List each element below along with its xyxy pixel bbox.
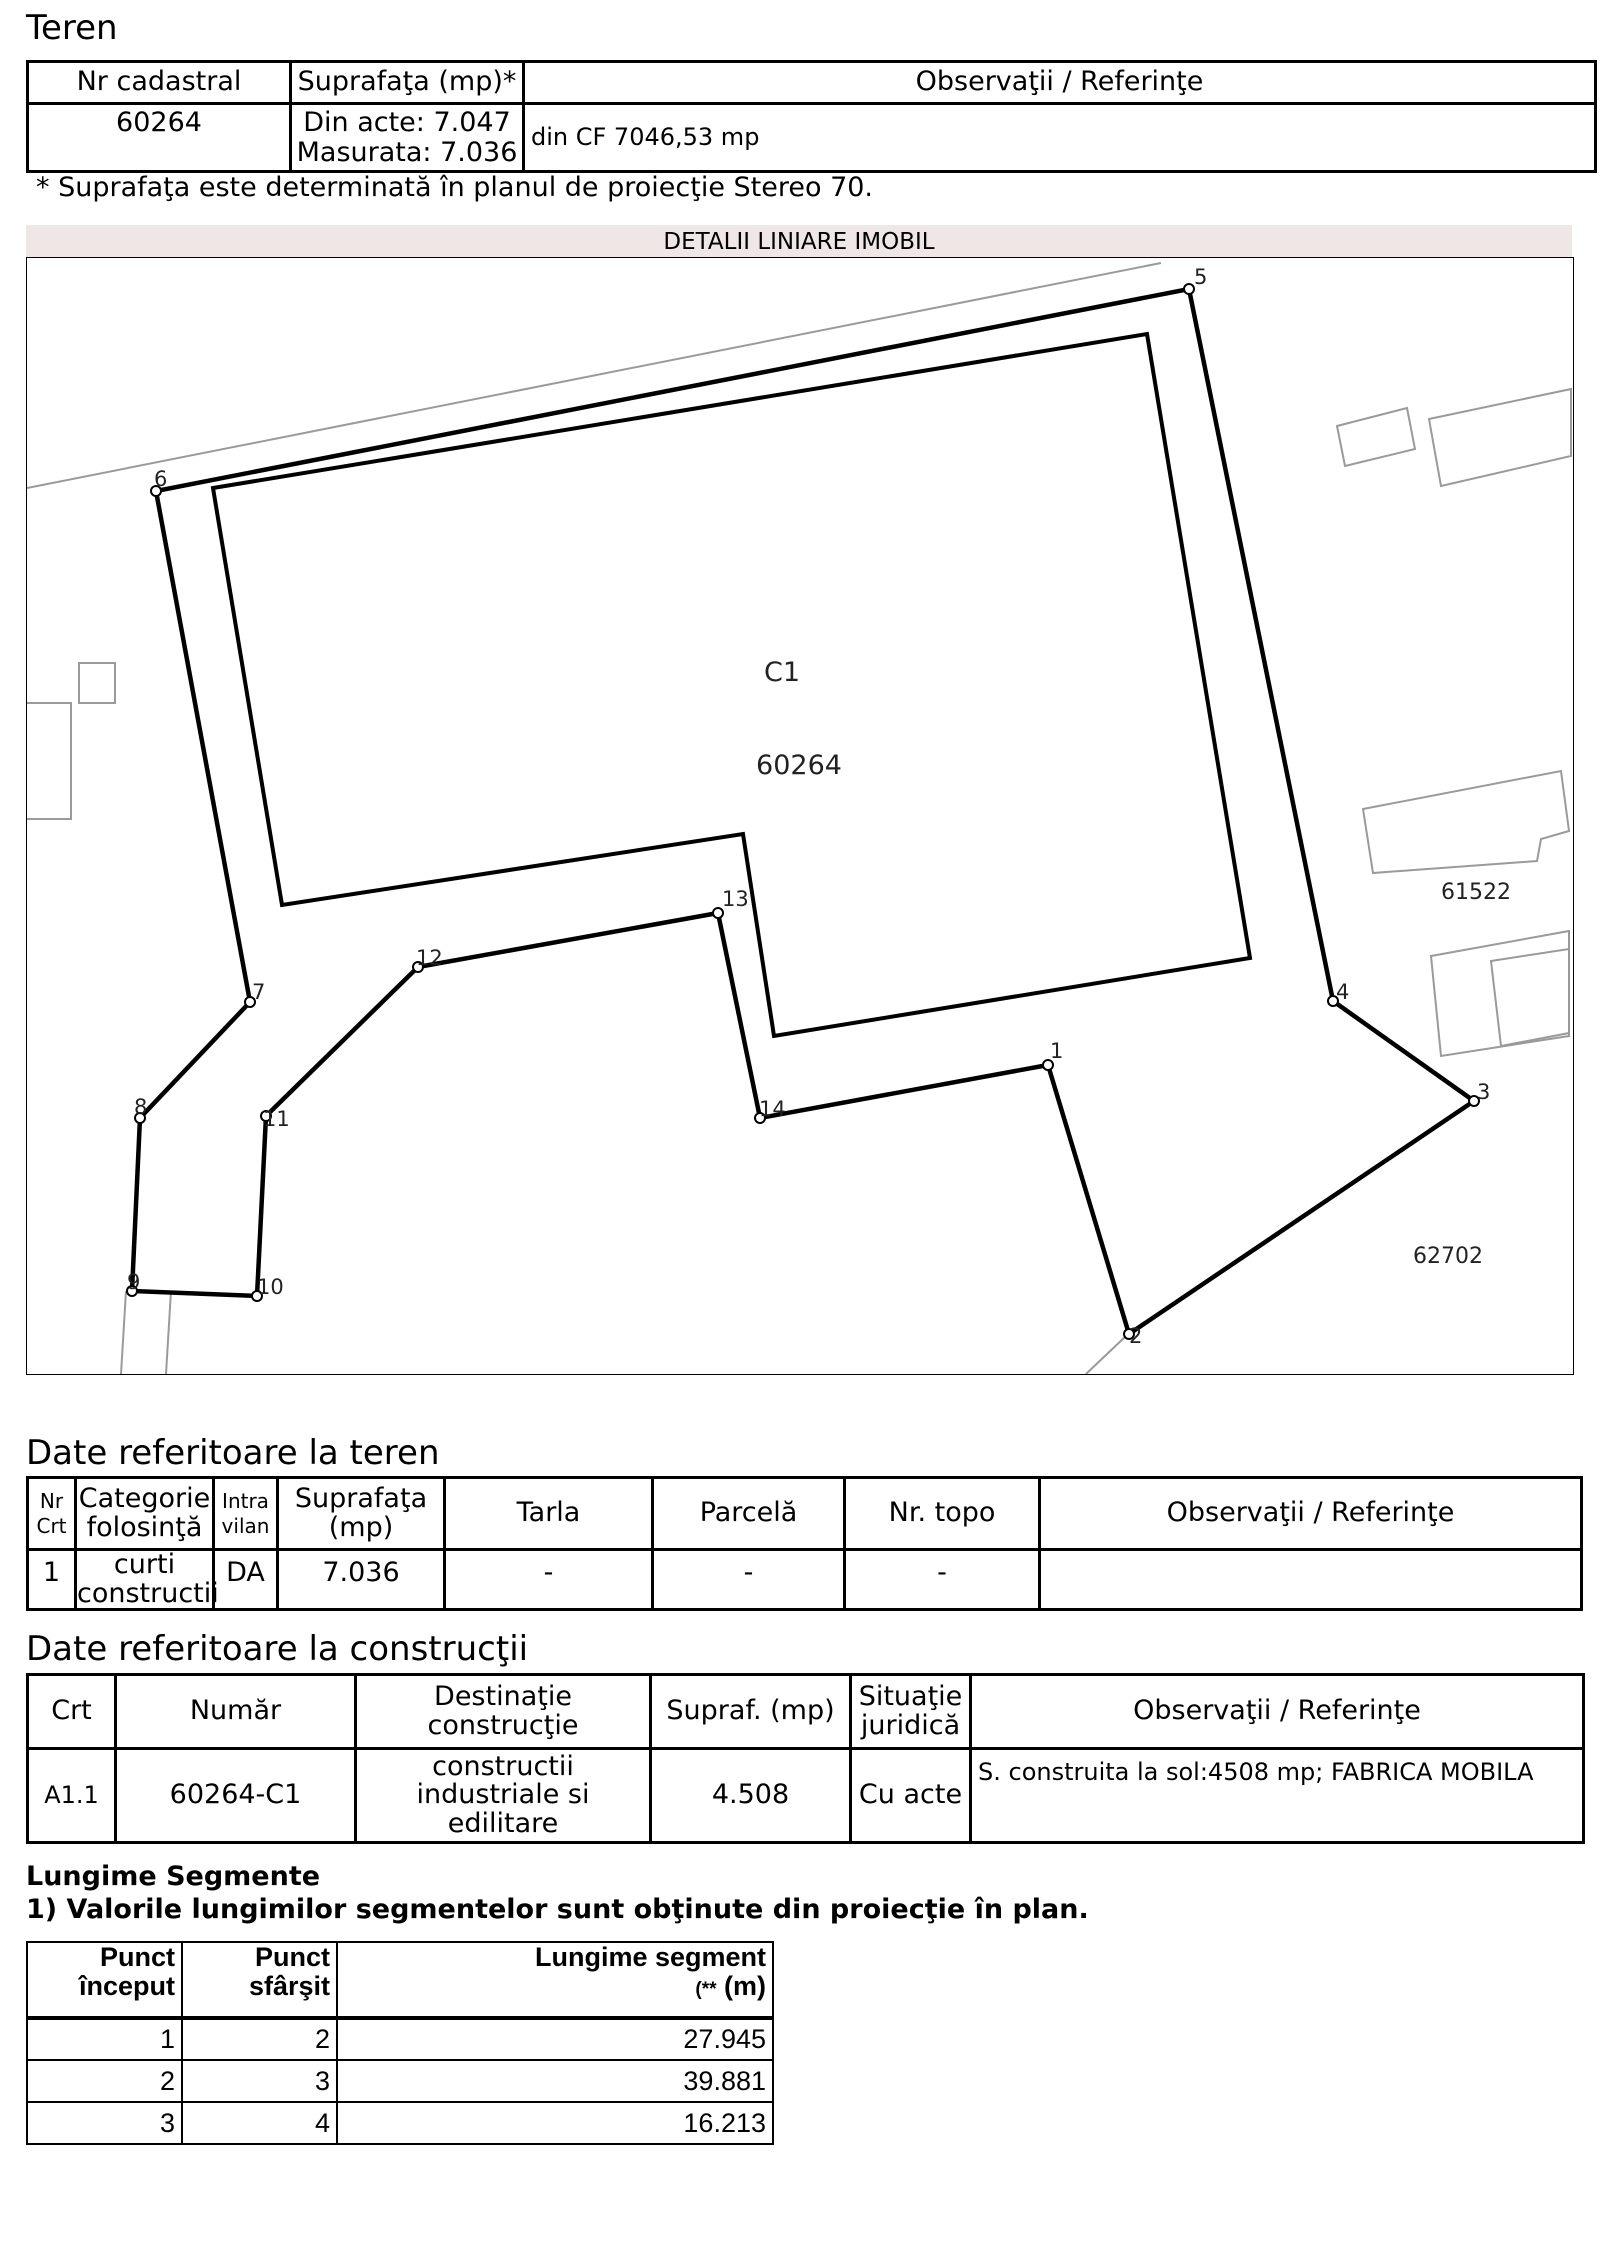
header-lungime-segment xyxy=(337,1942,773,2018)
parcel-outline xyxy=(132,289,1474,1334)
suprafata-din-acte: Din acte: 7.047 xyxy=(303,106,511,138)
map-title: DETALII LINIARE IMOBIL xyxy=(26,225,1572,257)
cell-length: 39.881 xyxy=(337,2060,773,2102)
header-categorie-line1: Categorie xyxy=(78,1483,211,1515)
cell-observatii: S. construita la sol:4508 mp; FABRICA MOBILA xyxy=(971,1749,1584,1843)
header-supraf: Supraf. (mp) xyxy=(651,1675,851,1749)
cell-observatii xyxy=(1040,1550,1582,1610)
cell-parcela: - xyxy=(653,1550,845,1610)
header-lungime-unit: (m) xyxy=(716,1971,766,2002)
header-suprafata-line1: Suprafaţa xyxy=(294,1483,428,1515)
segmente-title: Lungime Segmente xyxy=(26,1861,321,1892)
cell-start: 1 xyxy=(27,2018,182,2060)
point-label-14: 14 xyxy=(759,1097,786,1121)
point-label-4: 4 xyxy=(1336,980,1350,1004)
cell-end: 3 xyxy=(182,2060,337,2102)
point-label-5: 5 xyxy=(1194,265,1208,289)
neighbor-building xyxy=(1363,771,1569,873)
header-nr-crt-line1: Nr xyxy=(39,1488,64,1513)
header-punct-sfarsit-line2: sfârşit xyxy=(248,1971,330,2002)
header-punct-sfarsit xyxy=(182,1942,337,2018)
date-teren-title: Date referitoare la teren xyxy=(26,1433,440,1473)
header-destinatie-line1: Destinaţie xyxy=(434,1681,572,1713)
header-punct-sfarsit-line1: Punct xyxy=(254,1942,330,1972)
neighbor-building xyxy=(1491,949,1569,1046)
cell-observatii: din CF 7046,53 mp xyxy=(524,104,1596,172)
header-tarla: Tarla xyxy=(445,1478,653,1550)
cell-length: 27.945 xyxy=(337,2018,773,2060)
header-observatii: Observaţii / Referinţe xyxy=(1040,1478,1582,1550)
header-observatii: Observaţii / Referinţe xyxy=(524,62,1596,104)
header-observatii: Observaţii / Referinţe xyxy=(971,1675,1584,1749)
cell-categorie-line2: constructii xyxy=(77,1577,219,1609)
cell-destinatie xyxy=(356,1749,651,1843)
header-situatie xyxy=(851,1675,971,1749)
header-intravilan-line1: Intra xyxy=(222,1488,269,1513)
cell-length: 16.213 xyxy=(337,2102,773,2144)
header-lungime-line2 xyxy=(338,1972,766,2001)
building-c1-outline xyxy=(213,334,1250,1036)
header-punct-inceput-line1: Punct xyxy=(99,1942,175,1972)
parcel-label: 60264 xyxy=(756,750,842,781)
date-teren-table xyxy=(26,1476,1583,1611)
point-label-9: 9 xyxy=(127,1270,141,1294)
header-nr-cadastral: Nr cadastral xyxy=(28,62,291,104)
cell-numar: 60264-C1 xyxy=(116,1749,356,1843)
header-punct-inceput-line2: început xyxy=(78,1971,175,2002)
header-situatie-line1: Situaţie xyxy=(858,1681,963,1713)
table-row xyxy=(27,2060,773,2102)
boundary-line xyxy=(121,1291,126,1374)
header-nr-crt xyxy=(28,1478,76,1550)
cell-end: 4 xyxy=(182,2102,337,2144)
cell-destinatie-line3: edilitare xyxy=(447,1807,559,1839)
header-punct-inceput xyxy=(27,1942,182,2018)
point-label-12: 12 xyxy=(416,946,443,970)
cell-end: 2 xyxy=(182,2018,337,2060)
neighbor-building xyxy=(79,663,115,703)
boundary-line xyxy=(166,1291,171,1374)
header-suprafata-line2: (mp) xyxy=(328,1511,394,1543)
cell-nr-crt: 1 xyxy=(28,1550,76,1610)
point-label-7: 7 xyxy=(252,980,266,1004)
header-lungime-footnote-mark: (** xyxy=(695,1979,717,2001)
header-numar: Număr xyxy=(116,1675,356,1749)
cell-categorie xyxy=(76,1549,219,1610)
point-label-10: 10 xyxy=(257,1275,284,1299)
header-situatie-line2: juridică xyxy=(860,1709,961,1741)
header-lungime-line1: Lungime segment xyxy=(534,1942,766,1972)
header-categorie-line2: folosinţă xyxy=(86,1511,203,1543)
header-nr-crt-line2: Crt xyxy=(36,1513,67,1538)
point-label-2: 2 xyxy=(1129,1324,1143,1348)
neighbor-building xyxy=(1337,408,1415,466)
teren-footnote: * Suprafaţa este determinată în planul de proiecţie Stereo 70. xyxy=(36,172,874,203)
point-label-6: 6 xyxy=(154,467,168,491)
cell-destinatie-line1: constructii xyxy=(432,1750,574,1782)
parcel-map xyxy=(27,258,1573,1374)
neighbor-building xyxy=(1429,389,1571,486)
header-suprafata xyxy=(278,1478,445,1550)
cell-intravilan: DA xyxy=(214,1550,278,1610)
cell-supraf: 4.508 xyxy=(651,1749,851,1843)
street-boundary-line xyxy=(27,263,1161,488)
map-frame xyxy=(26,257,1574,1375)
suprafata-masurata: Masurata: 7.036 xyxy=(296,136,518,168)
cell-suprafata xyxy=(291,104,524,172)
boundary-line xyxy=(1086,1336,1126,1374)
neighbor-building xyxy=(27,703,71,819)
header-intravilan-line2: vilan xyxy=(221,1513,270,1538)
teren-title: Teren xyxy=(26,8,118,48)
segmente-note: 1) Valorile lungimilor segmentelor sunt obţinute din proiecţie în plan. xyxy=(26,1894,1089,1925)
point-label-1: 1 xyxy=(1050,1039,1064,1063)
cell-crt: A1.1 xyxy=(28,1749,116,1843)
teren-table xyxy=(26,60,1597,173)
cell-suprafata: 7.036 xyxy=(278,1550,445,1610)
header-destinatie-line2: construcţie xyxy=(427,1709,579,1741)
date-constructii-table xyxy=(26,1673,1585,1844)
vertex-marker xyxy=(1184,284,1194,294)
header-intravilan xyxy=(214,1478,278,1550)
neighbor-label-61522: 61522 xyxy=(1441,880,1511,905)
segmente-table xyxy=(26,1941,774,2145)
cell-categorie-line1: curti xyxy=(113,1549,176,1581)
point-label-8: 8 xyxy=(134,1095,148,1119)
cell-start: 3 xyxy=(27,2102,182,2144)
point-label-3: 3 xyxy=(1477,1080,1491,1104)
cell-situatie: Cu acte xyxy=(851,1749,971,1843)
point-label-13: 13 xyxy=(722,887,749,911)
neighbor-label-62702: 62702 xyxy=(1413,1244,1483,1269)
header-suprafata: Suprafaţa (mp)* xyxy=(291,62,524,104)
table-row xyxy=(27,2102,773,2144)
table-row xyxy=(27,2018,773,2060)
header-destinatie xyxy=(356,1675,651,1749)
cell-nr-topo: - xyxy=(845,1550,1040,1610)
point-label-11: 11 xyxy=(263,1107,290,1131)
cell-nr-cadastral: 60264 xyxy=(28,104,291,172)
header-nr-topo: Nr. topo xyxy=(845,1478,1040,1550)
cell-tarla: - xyxy=(445,1550,653,1610)
cell-start: 2 xyxy=(27,2060,182,2102)
date-constructii-title: Date referitoare la construcţii xyxy=(26,1629,529,1669)
building-label: C1 xyxy=(763,657,801,688)
header-parcela: Parcelă xyxy=(653,1478,845,1550)
header-crt: Crt xyxy=(28,1675,116,1749)
header-categorie xyxy=(76,1478,214,1550)
cell-destinatie-line2: industriale si xyxy=(416,1779,590,1811)
